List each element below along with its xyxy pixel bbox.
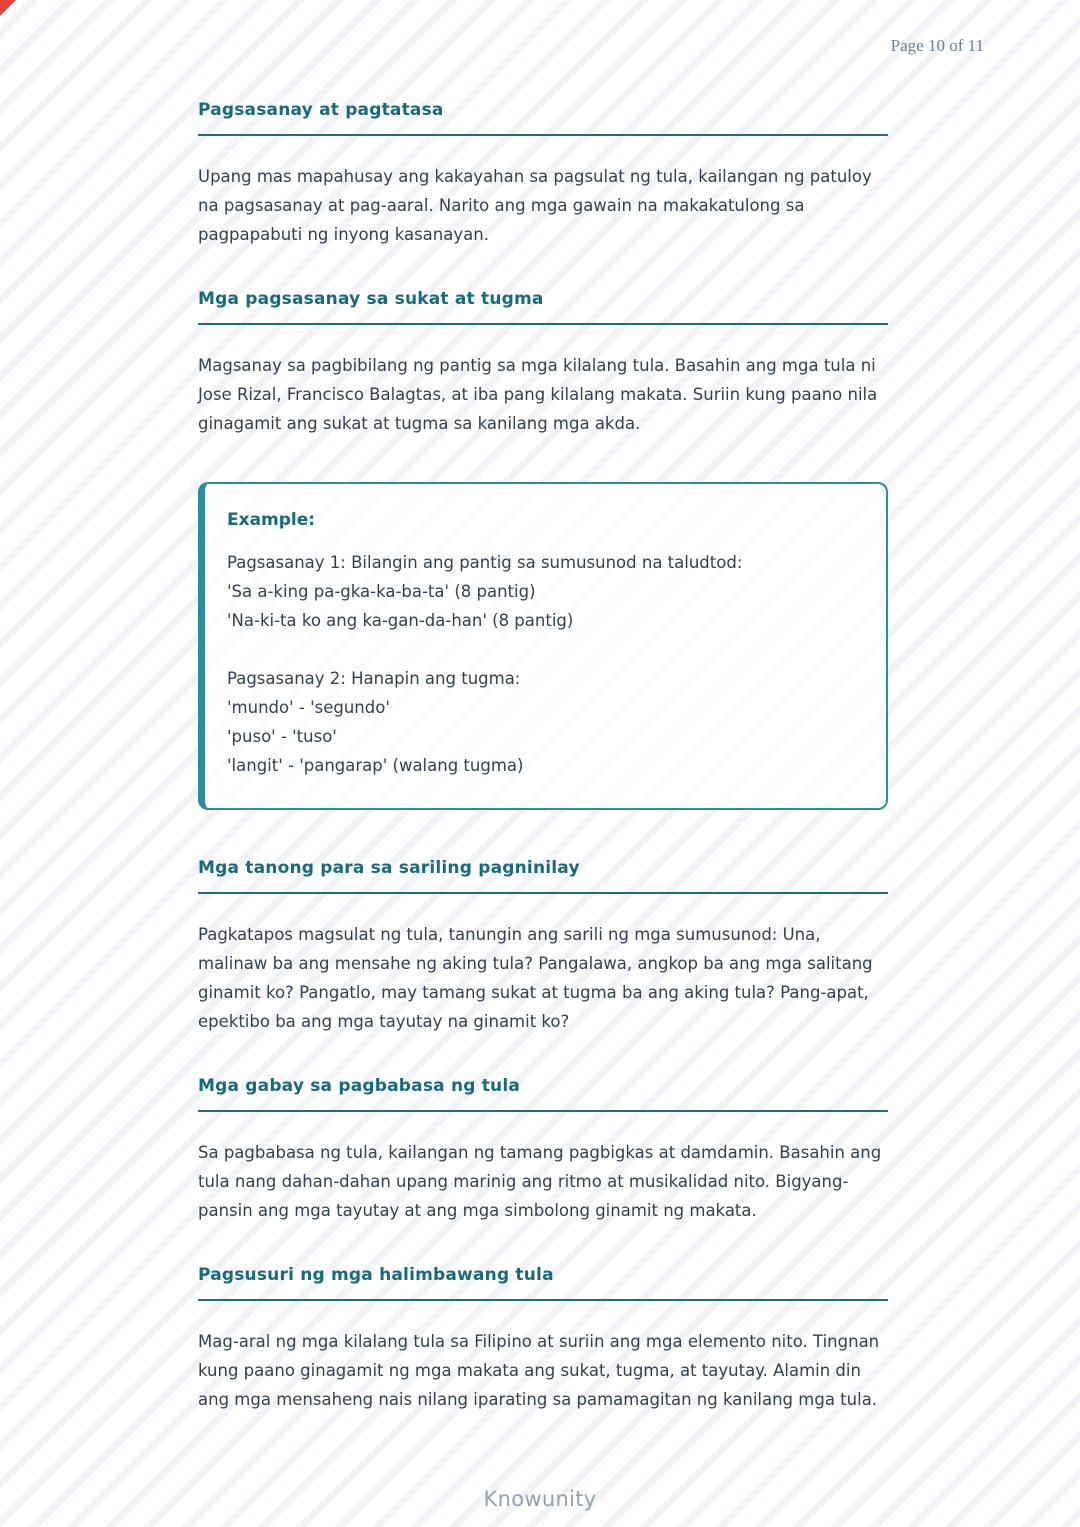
intro-paragraph: Upang mas mapahusay ang kakayahan sa pagsulat ng tula, kailangan ng patuloy na pagsasanay at pag-aaral. Narito ang mga gawain na makakatulong sa pagpapabuti ng inyong kasanayan. bbox=[198, 167, 872, 244]
example-line: Pagsasanay 1: Bilangin ang pantig sa sumusunod na taludtod: bbox=[227, 553, 743, 572]
footer-brand: Knowunity bbox=[483, 1487, 597, 1511]
example-line: 'Na-ki-ta ko ang ka-gan-da-han' (8 pantig) bbox=[227, 611, 574, 630]
example-line: 'mundo' - 'segundo' bbox=[227, 698, 390, 717]
example-line: 'Sa a-king pa-gka-ka-ba-ta' (8 pantig) bbox=[227, 582, 536, 601]
section-heading-sariling-pagninilay: Mga tanong para sa sariling pagninilay bbox=[198, 858, 888, 894]
document-content bbox=[198, 0, 888, 1414]
corner-accent-ribbon bbox=[0, 0, 16, 16]
section-heading-pagbabasa-ng-tula: Mga gabay sa pagbabasa ng tula bbox=[198, 1076, 888, 1112]
document-title: Pagsasanay at pagtatasa bbox=[198, 100, 888, 136]
example-label: Example: bbox=[227, 510, 316, 530]
section-paragraph: Magsanay sa pagbibilang ng pantig sa mga kilalang tula. Basahin ang mga tula ni Jose Rizal, Francisco Balagtas, at iba pang kilalang makata. Suriin kung paano nila ginagamit ang sukat at tugma sa kanilang mga akda. bbox=[198, 356, 878, 433]
section-paragraph: Sa pagbabasa ng tula, kailangan ng tamang pagbigkas at damdamin. Basahin ang tula nang dahan-dahan upang marinig ang ritmo at musikalidad nito. Bigyang-pansin ang mga tayutay at ang mga simbolong ginamit ng makata. bbox=[198, 1143, 882, 1220]
section-paragraph: Pagkatapos magsulat ng tula, tanungin ang sarili ng mga sumusunod: Una, malinaw ba ang mensahe ng aking tula? Pangalawa, angkop ba ang mga salitang ginamit ko? Pangatlo, may tamang sukat at tugma ba ang aking tula? Pang-apat, epektibo ba ang mga tayutay na ginamit ko? bbox=[198, 925, 873, 1031]
section-heading-sukat-at-tugma: Mga pagsasanay sa sukat at tugma bbox=[198, 289, 888, 325]
example-line: 'langit' - 'pangarap' (walang tugma) bbox=[227, 756, 524, 775]
example-line: Pagsasanay 2: Hanapin ang tugma: bbox=[227, 669, 521, 688]
example-group-1 bbox=[227, 548, 856, 635]
section-paragraph: Mag-aral ng mga kilalang tula sa Filipino at suriin ang mga elemento nito. Tingnan kung paano ginagamit ng mga makata ang sukat, tugma, at tayutay. Alamin din ang mga mensaheng nais nilang iparating sa pamamagitan ng kanilang mga tula. bbox=[198, 1332, 880, 1409]
example-group-2 bbox=[227, 664, 856, 780]
example-line: 'puso' - 'tuso' bbox=[227, 727, 337, 746]
section-heading-halimbawang-tula: Pagsusuri ng mga halimbawang tula bbox=[198, 1265, 888, 1301]
page-number-label: Page 10 of 11 bbox=[890, 36, 984, 55]
example-box bbox=[198, 482, 888, 810]
